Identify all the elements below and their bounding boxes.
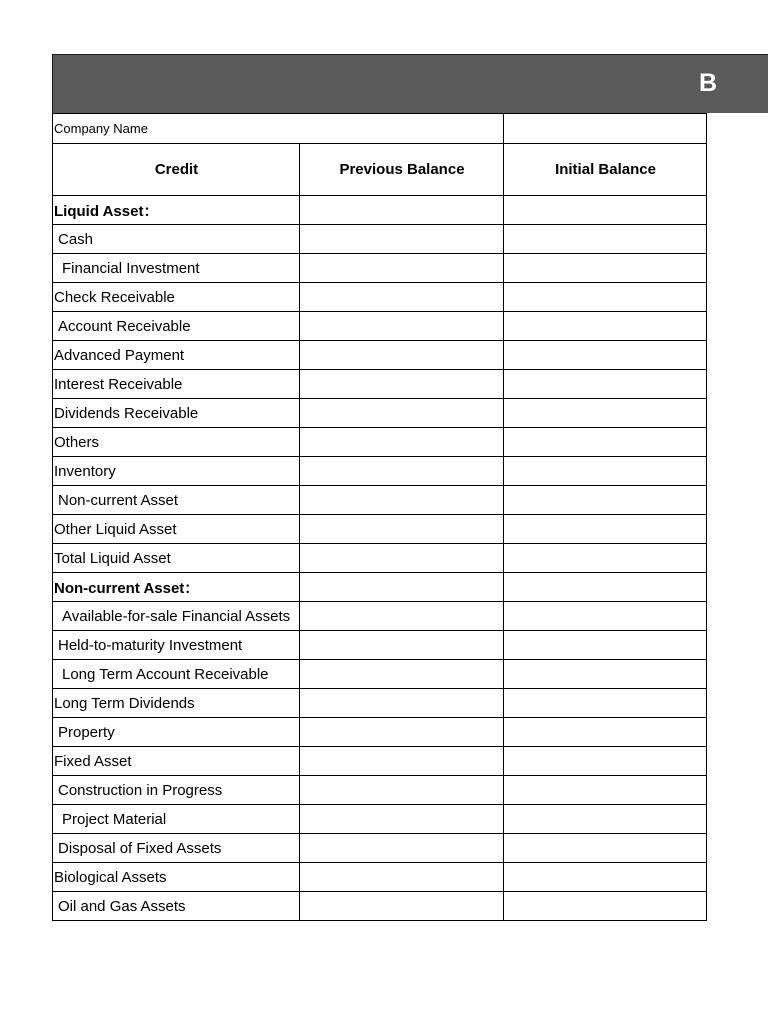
row-label: Interest Receivable <box>53 370 300 399</box>
previous-balance-cell[interactable] <box>300 689 504 718</box>
row-label: Held-to-maturity Investment <box>53 631 300 660</box>
table-row <box>53 399 707 428</box>
previous-balance-cell[interactable] <box>300 892 504 921</box>
table-row <box>53 776 707 805</box>
previous-balance-cell[interactable] <box>300 515 504 544</box>
table-row <box>53 486 707 515</box>
row-label: Project Material <box>53 805 300 834</box>
previous-balance-cell[interactable] <box>300 660 504 689</box>
initial-balance-cell[interactable] <box>504 718 707 747</box>
row-label: Check Receivable <box>53 283 300 312</box>
table-row <box>53 312 707 341</box>
initial-balance-cell[interactable] <box>504 254 707 283</box>
header-row <box>53 144 707 196</box>
initial-balance-cell[interactable] <box>504 283 707 312</box>
previous-balance-cell[interactable] <box>300 834 504 863</box>
table-row <box>53 283 707 312</box>
table-row <box>53 341 707 370</box>
previous-balance-cell[interactable] <box>300 312 504 341</box>
previous-balance-cell[interactable] <box>300 776 504 805</box>
initial-balance-cell[interactable] <box>504 631 707 660</box>
initial-balance-cell[interactable] <box>504 399 707 428</box>
previous-balance-cell[interactable] <box>300 254 504 283</box>
initial-balance-cell[interactable] <box>504 312 707 341</box>
table-row <box>53 457 707 486</box>
row-label: Fixed Asset <box>53 747 300 776</box>
row-label: Dividends Receivable <box>53 399 300 428</box>
previous-balance-cell[interactable] <box>300 718 504 747</box>
row-label: Non-current Asset <box>53 486 300 515</box>
initial-balance-cell[interactable] <box>504 602 707 631</box>
table-row <box>53 631 707 660</box>
initial-balance-cell[interactable] <box>504 341 707 370</box>
previous-balance-cell[interactable] <box>300 399 504 428</box>
row-label: Cash <box>53 225 300 254</box>
initial-balance-cell[interactable] <box>504 544 707 573</box>
table-row <box>53 254 707 283</box>
initial-balance-cell[interactable] <box>504 486 707 515</box>
row-label: Available-for-sale Financial Assets <box>53 602 300 631</box>
previous-balance-cell[interactable] <box>300 631 504 660</box>
initial-balance-cell[interactable] <box>504 225 707 254</box>
initial-balance-header: Initial Balance <box>504 144 707 196</box>
row-label: Account Receivable <box>53 312 300 341</box>
table-row <box>53 805 707 834</box>
initial-balance-cell[interactable] <box>504 515 707 544</box>
initial-balance-cell[interactable] <box>504 428 707 457</box>
previous-balance-cell[interactable] <box>300 370 504 399</box>
table-row <box>53 225 707 254</box>
initial-balance-cell[interactable] <box>504 834 707 863</box>
table-row <box>53 689 707 718</box>
initial-balance-cell[interactable] <box>504 747 707 776</box>
row-label: Advanced Payment <box>53 341 300 370</box>
row-label: Biological Assets <box>53 863 300 892</box>
row-label: Oil and Gas Assets <box>53 892 300 921</box>
table-row <box>53 834 707 863</box>
company-name-label: Company Name <box>53 114 504 144</box>
balance-sheet <box>52 54 768 921</box>
row-label: Financial Investment <box>53 254 300 283</box>
table-row <box>53 718 707 747</box>
previous-balance-cell[interactable] <box>300 341 504 370</box>
table-row <box>53 515 707 544</box>
row-label: Long Term Account Receivable <box>53 660 300 689</box>
initial-balance-cell[interactable] <box>504 196 707 225</box>
initial-balance-cell[interactable] <box>504 776 707 805</box>
initial-balance-cell[interactable] <box>504 689 707 718</box>
row-label: Non-current Asset： <box>53 573 300 602</box>
table-row <box>53 428 707 457</box>
row-label: Property <box>53 718 300 747</box>
row-label: Disposal of Fixed Assets <box>53 834 300 863</box>
row-label: Long Term Dividends <box>53 689 300 718</box>
row-label: Construction in Progress <box>53 776 300 805</box>
balance-table <box>52 113 707 921</box>
previous-balance-cell[interactable] <box>300 805 504 834</box>
previous-balance-cell[interactable] <box>300 283 504 312</box>
table-row <box>53 602 707 631</box>
initial-balance-cell[interactable] <box>504 457 707 486</box>
previous-balance-cell[interactable] <box>300 196 504 225</box>
previous-balance-cell[interactable] <box>300 457 504 486</box>
previous-balance-cell[interactable] <box>300 602 504 631</box>
table-row <box>53 544 707 573</box>
initial-balance-cell[interactable] <box>504 892 707 921</box>
previous-balance-header: Previous Balance <box>300 144 504 196</box>
row-label: Total Liquid Asset <box>53 544 300 573</box>
row-label: Other Liquid Asset <box>53 515 300 544</box>
previous-balance-cell[interactable] <box>300 747 504 776</box>
previous-balance-cell[interactable] <box>300 486 504 515</box>
previous-balance-cell[interactable] <box>300 428 504 457</box>
table-row <box>53 370 707 399</box>
row-label: Others <box>53 428 300 457</box>
previous-balance-cell[interactable] <box>300 544 504 573</box>
table-row <box>53 892 707 921</box>
table-row <box>53 747 707 776</box>
table-row <box>53 660 707 689</box>
credit-header: Credit <box>53 144 300 196</box>
row-label: Liquid Asset： <box>53 196 300 225</box>
sheet-title: B <box>699 69 718 97</box>
initial-balance-cell[interactable] <box>504 370 707 399</box>
initial-balance-cell[interactable] <box>504 573 707 602</box>
previous-balance-cell[interactable] <box>300 573 504 602</box>
previous-balance-cell[interactable] <box>300 863 504 892</box>
company-name-field[interactable] <box>504 114 707 144</box>
table-row <box>53 573 707 602</box>
row-label: Inventory <box>53 457 300 486</box>
title-banner <box>52 54 768 113</box>
initial-balance-cell[interactable] <box>504 863 707 892</box>
company-row <box>53 114 707 144</box>
initial-balance-cell[interactable] <box>504 805 707 834</box>
previous-balance-cell[interactable] <box>300 225 504 254</box>
initial-balance-cell[interactable] <box>504 660 707 689</box>
table-row <box>53 863 707 892</box>
table-row <box>53 196 707 225</box>
